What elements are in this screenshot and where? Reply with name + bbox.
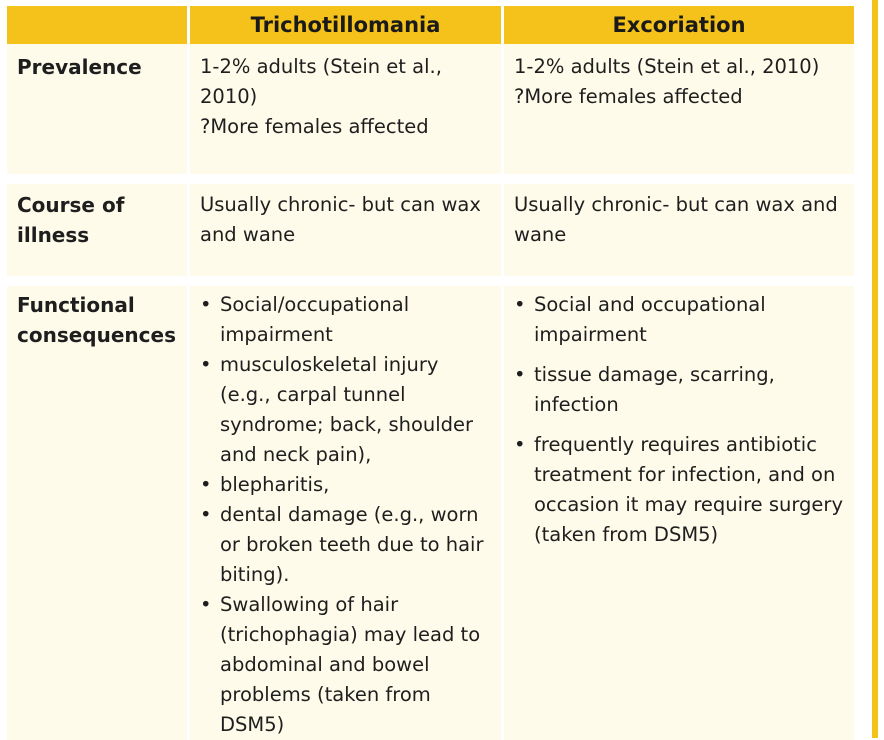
list-item-text: Social and occupational impairment: [534, 293, 766, 346]
list-item: [514, 430, 848, 550]
bullet-icon: •: [514, 363, 526, 386]
row-label-course-line-2: illness: [17, 223, 90, 247]
prevalence-trich-line-2: ?More females affected: [200, 115, 429, 138]
bullet-icon: •: [514, 433, 526, 456]
header-empty-cell: [7, 6, 187, 44]
bullet-icon: •: [200, 473, 212, 496]
list-item: [514, 290, 848, 350]
row-label-functional-line-1: Functional: [17, 293, 135, 317]
bullet-icon: •: [514, 293, 526, 316]
header-excoriation: Excoriation: [504, 6, 854, 44]
row-course: [7, 184, 854, 276]
list-item: [200, 500, 495, 590]
cell-functional-excor: [504, 286, 854, 740]
row-gap: [7, 276, 854, 286]
row-gap: [7, 174, 854, 184]
list-item-text: tissue damage, scarring, infection: [534, 363, 775, 416]
row-prevalence: [7, 44, 854, 174]
list-item-text: dental damage (e.g., worn or broken teeth due to hair biting).: [220, 503, 484, 586]
list-item: [200, 350, 495, 470]
list-item-text: musculoskeletal injury (e.g., carpal tunnel syndrome; back, shoulder and neck pain),: [220, 353, 474, 466]
row-label-course: [7, 184, 187, 276]
row-label-functional-line-2: consequences: [17, 323, 176, 347]
cell-prevalence-excor: [504, 44, 854, 174]
row-functional: [7, 286, 854, 740]
bullet-icon: •: [200, 293, 212, 316]
bullet-icon: •: [200, 353, 212, 376]
list-item: [200, 290, 495, 350]
slide-edge-accent: [872, 0, 878, 738]
list-item-text: blepharitis,: [220, 473, 330, 496]
cell-prevalence-trich: [190, 44, 501, 174]
header-row: [7, 6, 854, 44]
list-item-text: frequently requires antibiotic treatment for infection, and on occasion it may require surgery (taken from DSM5): [534, 433, 843, 546]
list-item: [200, 470, 495, 500]
cell-course-trich: Usually chronic- but can wax and wane: [190, 184, 501, 276]
bullet-icon: •: [200, 593, 212, 616]
bullet-icon: •: [200, 503, 212, 526]
cell-functional-trich: [190, 286, 501, 740]
row-label-course-line-1: Course of: [17, 193, 125, 217]
header-trichotillomania: Trichotillomania: [190, 6, 501, 44]
row-label-prevalence: Prevalence: [7, 44, 187, 174]
prevalence-trich-line-1: 1-2% adults (Stein et al., 2010): [200, 55, 442, 108]
list-item-text: Swallowing of hair (trichophagia) may lead to abdominal and bowel problems (taken from DSM5): [220, 593, 481, 736]
prevalence-excor-line-1: 1-2% adults (Stein et al., 2010): [514, 55, 820, 78]
cell-course-excor: Usually chronic- but can wax and wane: [504, 184, 854, 276]
comparison-table: [4, 6, 857, 740]
functional-trich-list: [200, 290, 495, 740]
prevalence-excor-line-2: ?More females affected: [514, 85, 743, 108]
list-item: [514, 360, 848, 420]
functional-excor-list: [514, 290, 848, 550]
row-label-functional: [7, 286, 187, 740]
list-item: [200, 590, 495, 740]
list-item-text: Social/occupational impairment: [220, 293, 410, 346]
